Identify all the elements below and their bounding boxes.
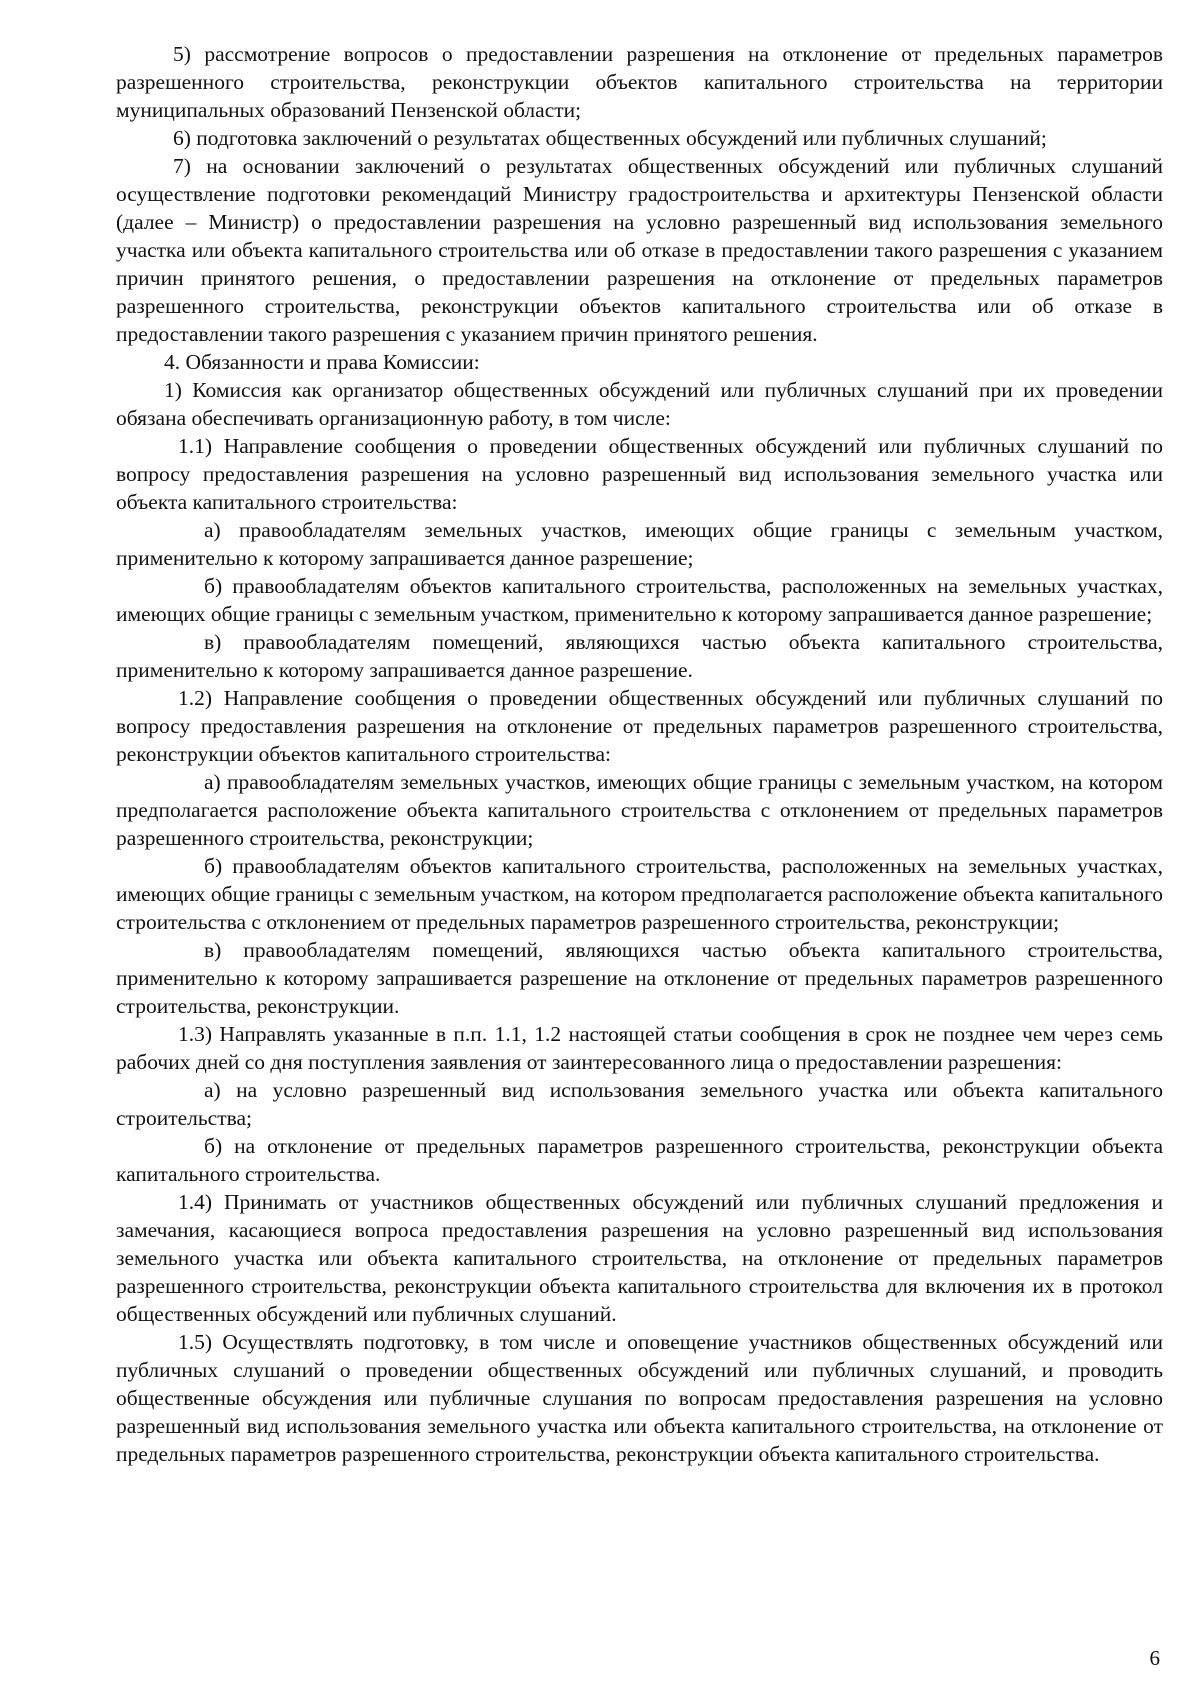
paragraph-1-2-v: в) правообладателям помещений, являющихся частью объекта капитального строительства, применительно к которому запрашивается разрешение на отклонение от предельных параметров разрешенного строительства, реконструкции. (116, 938, 1163, 1018)
paragraph-1-3: 1.3) Направлять указанные в п.п. 1.1, 1.2 настоящей статьи сообщения в срок не позднее чем через семь рабочих дней со дня поступления заявления от заинтересованного лица о предоставлении разрешения: (116, 1022, 1163, 1074)
paragraph-1-2: 1.2) Направление сообщения о проведении общественных обсуждений или публичных слушаний по вопросу предоставления разрешения на отклонение от предельных параметров разрешенного строительства, реконструкции объектов капитального строительства: (116, 686, 1163, 766)
paragraph-1-1: 1.1) Направление сообщения о проведении общественных обсуждений или публичных слушаний по вопросу предоставления разрешения на условно разрешенный вид использования земельного участка или объекта капитального строительства: (116, 434, 1163, 514)
paragraph-4-1: 1) Комиссия как организатор общественных обсуждений или публичных слушаний при их проведении обязана обеспечивать организационную работу, в том числе: (116, 378, 1163, 430)
paragraph-1-4: 1.4) Принимать от участников общественных обсуждений или публичных слушаний предложения и замечания, касающиеся вопроса предоставления разрешения на условно разрешенный вид использования земельного участка или объекта капитального строительства, на отклонение от предельных параметров разрешенного строительства, реконструкции объекта капитального строительства для включения их в протокол общественных обсуждений или публичных слушаний. (116, 1190, 1163, 1326)
paragraph-1-2-b: б) правообладателям объектов капитального строительства, расположенных на земельных участках, имеющих общие границы с земельным участком, на котором предполагается расположение объекта капитального строительства с отклонением от предельных параметров разрешенного строительства, реконструкции; (116, 854, 1163, 934)
paragraph-1-5: 1.5) Осуществлять подготовку, в том числе и оповещение участников общественных обсуждений или публичных слушаний о проведении общественных обсуждений или публичных слушаний, и проводить общественные обсуждения или публичные слушания по вопросам предоставления разрешения на условно разрешенный вид использования земельного участка или объекта капитального строительства, на отклонение от предельных параметров разрешенного строительства, реконструкции объекта капитального строительства. (116, 1330, 1163, 1466)
paragraph-1-3-b: б) на отклонение от предельных параметров разрешенного строительства, реконструкции объекта капитального строительства. (116, 1134, 1163, 1186)
paragraph-1-3-a: а) на условно разрешенный вид использования земельного участка или объекта капитального строительства; (116, 1078, 1163, 1130)
paragraph-item-5: 5) рассмотрение вопросов о предоставлении разрешения на отклонение от предельных параметров разрешенного строительства, реконструкции объектов капитального строительства на территории муниципальных образований Пензенской области; (116, 42, 1163, 122)
paragraph-1-2-a: а) правообладателям земельных участков, имеющих общие границы с земельным участком, на котором предполагается расположение объекта капитального строительства с отклонением от предельных параметров разрешенного строительства, реконструкции; (116, 770, 1163, 850)
paragraph-1-1-b: б) правообладателям объектов капитального строительства, расположенных на земельных участках, имеющих общие границы с земельным участком, применительно к которому запрашивается данное разрешение; (116, 574, 1163, 626)
paragraph-item-7: 7) на основании заключений о результатах общественных обсуждений или публичных слушаний осуществление подготовки рекомендаций Министру градостроительства и архитектуры Пензенской области (далее – Министр) о предоставлении разрешения на условно разрешенный вид использования земельного участка или объекта капитального строительства или об отказе в предоставлении такого разрешения с указанием причин принятого решения, о предоставлении разрешения на отклонение от предельных параметров разрешенного строительства, реконструкции объектов капитального строительства или об отказе в предоставлении такого разрешения с указанием причин принятого решения. (116, 154, 1163, 346)
section-heading-4: 4. Обязанности и права Комиссии: (164, 350, 480, 374)
page-number: 6 (1149, 1646, 1160, 1670)
paragraph-1-1-v: в) правообладателям помещений, являющихся частью объекта капитального строительства, применительно к которому запрашивается данное разрешение. (116, 630, 1163, 682)
paragraph-1-1-a: а) правообладателям земельных участков, имеющих общие границы с земельным участком, применительно к которому запрашивается данное разрешение; (116, 518, 1163, 570)
paragraph-item-6: 6) подготовка заключений о результатах общественных обсуждений или публичных слушаний; (173, 126, 1047, 150)
